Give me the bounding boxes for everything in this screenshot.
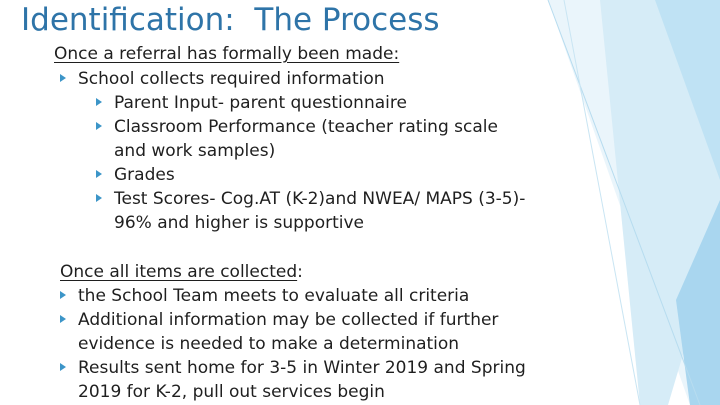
section2-heading xyxy=(60,260,303,284)
bullet-arrow-icon xyxy=(96,170,102,178)
bullet-arrow-icon xyxy=(60,74,66,82)
sub-list-item-continuation: and work samples) xyxy=(114,141,276,161)
list-item-continuation: 2019 for K-2, pull out services begin xyxy=(78,382,385,402)
section2-heading-underlined: Once all items are collected xyxy=(60,262,298,282)
bullet-arrow-icon xyxy=(60,291,66,299)
section1-heading: Once a referral has formally been made: xyxy=(54,44,400,64)
sub-list-item: Classroom Performance (teacher rating scale xyxy=(114,117,498,137)
list-item: the School Team meets to evaluate all criteria xyxy=(78,286,470,306)
sub-list-item: Parent Input- parent questionnaire xyxy=(114,93,407,113)
bullet-arrow-icon xyxy=(96,98,102,106)
list-item: Additional information may be collected if further xyxy=(78,310,499,330)
bullet-arrow-icon xyxy=(60,363,66,371)
section2-heading-suffix: : xyxy=(297,262,303,282)
bullet-arrow-icon xyxy=(60,315,66,323)
list-item-continuation: evidence is needed to make a determination xyxy=(78,334,460,354)
sub-list-item: Grades xyxy=(114,165,175,185)
list-item: Results sent home for 3-5 in Winter 2019 and Spring xyxy=(78,358,526,378)
bullet-arrow-icon xyxy=(96,194,102,202)
slide-title: Identification: The Process xyxy=(21,2,440,38)
list-item: School collects required information xyxy=(78,69,385,89)
sub-list-item-continuation: 96% and higher is supportive xyxy=(114,213,364,233)
bullet-arrow-icon xyxy=(96,122,102,130)
sub-list-item: Test Scores- Cog.AT (K-2)and NWEA/ MAPS (3-5)- xyxy=(114,189,526,209)
